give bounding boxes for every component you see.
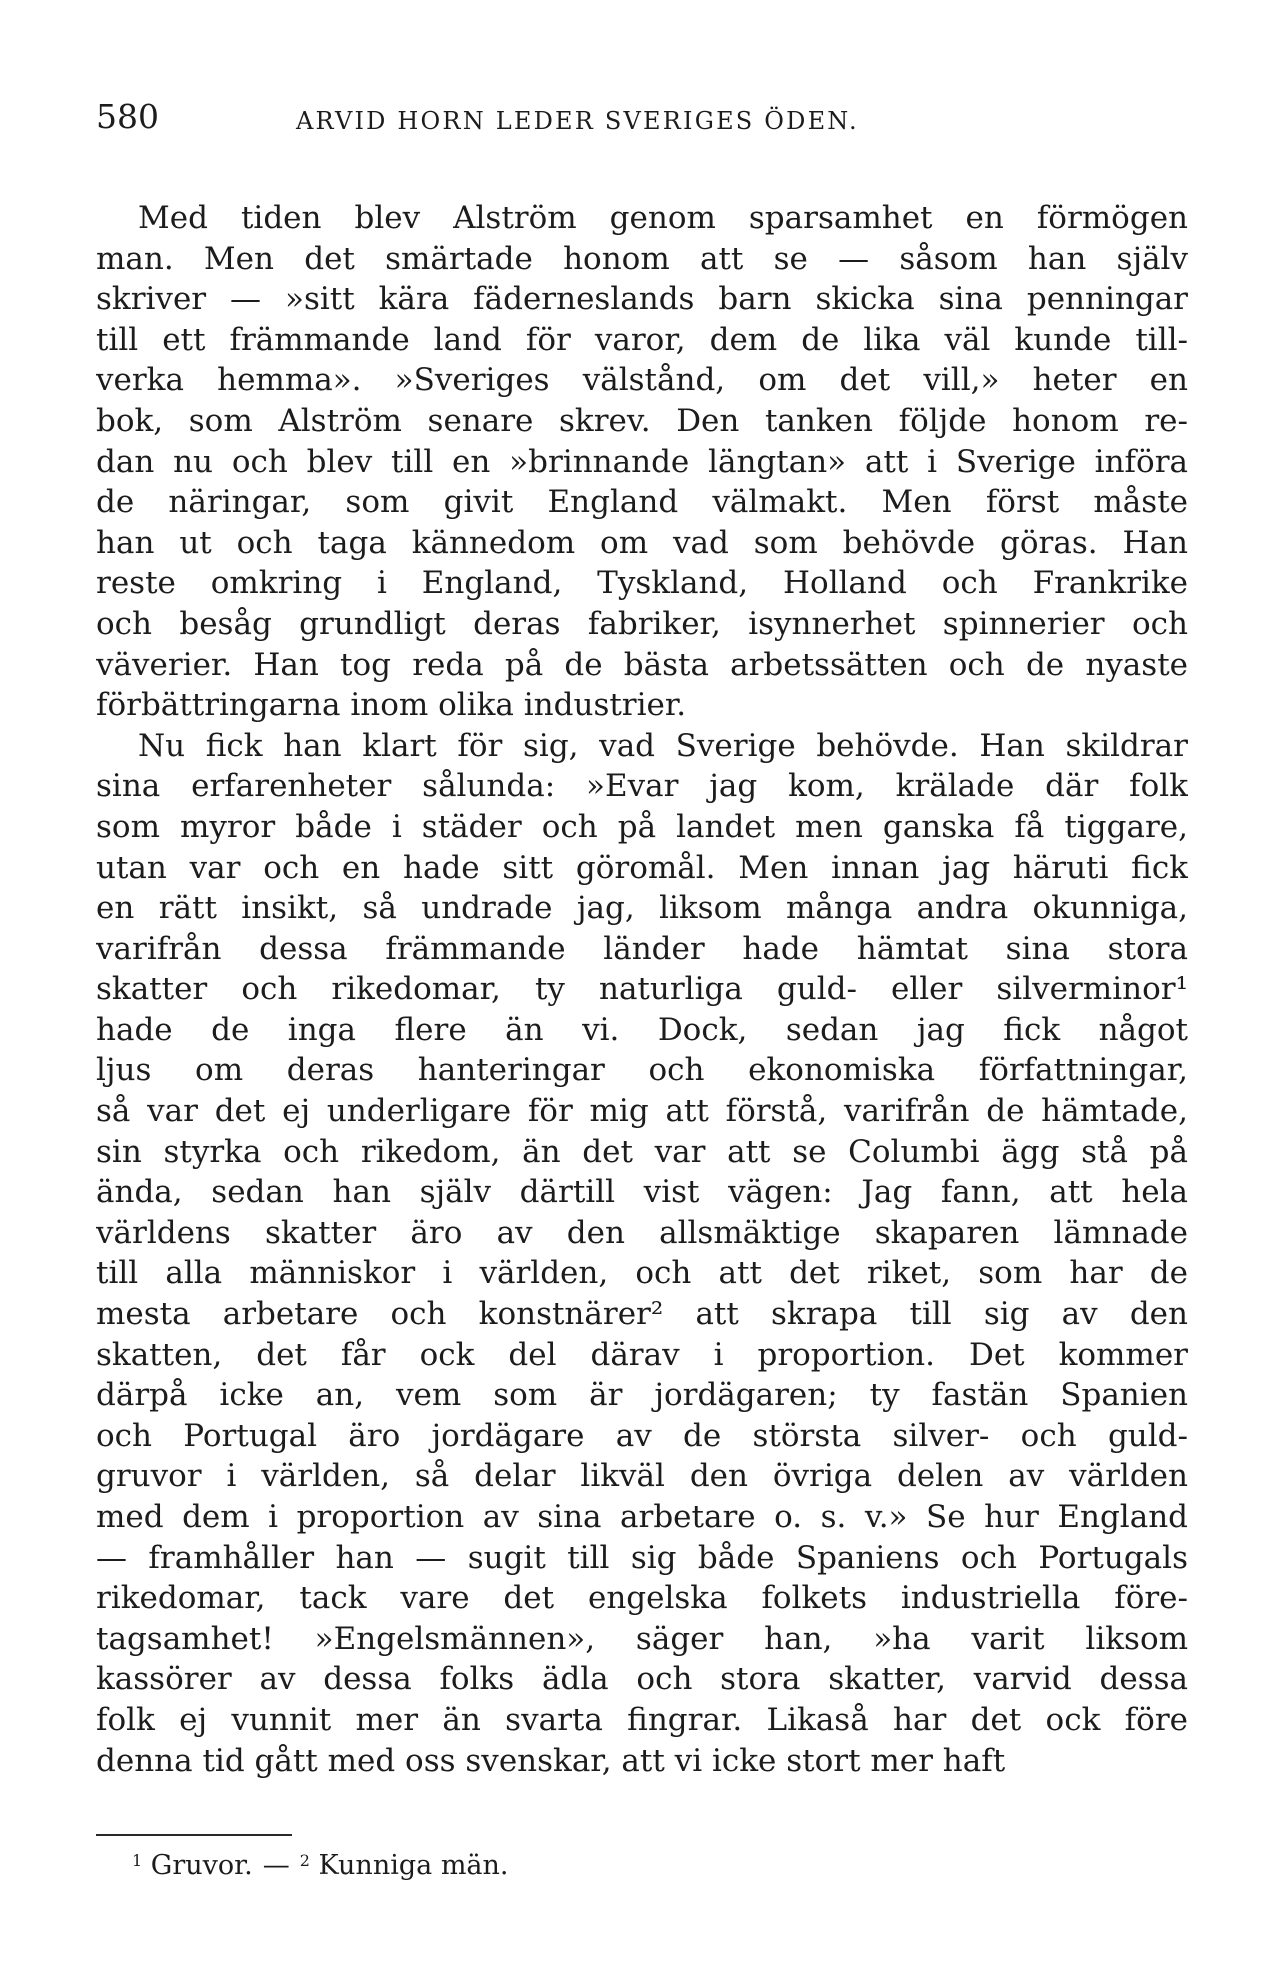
text-line: skatter och rikedomar, ty naturliga guld- eller silverminor¹ [96,971,1188,1008]
text-line: reste omkring i England, Tyskland, Holland och Frankrike [96,565,1188,602]
body-text [96,198,1188,1781]
footnote-rule [96,1834,292,1836]
text-line: denna tid gått med oss svenskar, att vi icke stort mer haft [96,1742,1006,1779]
text-line: ända, sedan han själv därtill vist vägen: Jag fann, att hela [96,1174,1188,1211]
text-line: tagsamhet! »Engelsmännen», säger han, »ha varit liksom [96,1620,1188,1657]
text-line: dan nu och blev till en »brinnande längtan» att i Sverige införa [96,443,1188,480]
text-line: som myror både i städer och på landet men ganska få tiggare, [96,808,1188,845]
text-line: sin styrka och rikedom, än det var att se Columbi ägg stå på [96,1133,1188,1170]
text-line: till alla människor i världen, och att det riket, som har de [96,1255,1188,1292]
text-line: väverier. Han tog reda på de bästa arbetssätten och de nyaste [96,646,1188,683]
text-line: kassörer av dessa folks ädla och stora skatter, varvid dessa [96,1661,1188,1698]
footnote-1 [132,1850,253,1881]
text-line: folk ej vunnit mer än svarta fingrar. Likaså har det ock före [96,1701,1188,1738]
footnote-1-mark: 1 [132,1851,143,1870]
running-head: ARVID HORN LEDER SVERIGES ÖDEN. [296,107,859,135]
text-line: och Portugal äro jordägare av de största silver- och guld- [96,1417,1188,1454]
text-line: de näringar, som givit England välmakt. Men först måste [96,484,1188,521]
footnote-separator: — [262,1850,290,1881]
text-line: en rätt insikt, så undrade jag, liksom många andra okunniga, [96,890,1188,927]
text-line: gruvor i världen, så delar likväl den övriga delen av världen [96,1458,1188,1495]
footnotes [132,1843,508,1884]
text-line: skriver — »sitt kära fäderneslands barn skicka sina penningar [96,281,1188,318]
text-line: — framhåller han — sugit till sig både Spaniens och Portugals [96,1539,1188,1576]
text-line: han ut och taga kännedom om vad som behövde göras. Han [96,524,1188,561]
text-line: varifrån dessa främmande länder hade hämtat sina stora [96,930,1188,967]
footnote-2-text: Kunniga män. [318,1850,509,1881]
footnote-1-text: Gruvor. [150,1850,253,1881]
text-line: sina erfarenheter sålunda: »Evar jag kom, krälade där folk [96,768,1188,805]
footnote-2-mark: 2 [299,1851,310,1870]
text-line: verka hemma». »Sveriges välstånd, om det vill,» heter en [96,362,1188,399]
text-line: rikedomar, tack vare det engelska folkets industriella före- [96,1580,1188,1617]
text-line: förbättringarna inom olika industrier. [96,687,687,724]
page-header [96,94,1188,140]
text-line: skatten, det får ock del därav i proportion. Det kommer [96,1336,1188,1373]
text-line: bok, som Alström senare skrev. Den tanken följde honom re- [96,402,1188,439]
text-line: så var det ej underligare för mig att förstå, varifrån de hämtade, [96,1093,1188,1130]
text-line: utan var och en hade sitt göromål. Men innan jag häruti fick [96,849,1188,886]
page-number: 580 [96,97,159,136]
text-line: med dem i proportion av sina arbetare o. s. v.» Se hur England [96,1499,1188,1535]
text-line: därpå icke an, vem som är jordägaren; ty fastän Spanien [96,1377,1188,1414]
text-line: Med tiden blev Alström genom sparsamhet en förmögen [138,200,1188,236]
text-line: hade de inga flere än vi. Dock, sedan jag fick något [96,1011,1188,1048]
book-page [96,0,1188,1979]
footnote-2 [300,1850,509,1881]
text-line: ljus om deras hanteringar och ekonomiska författningar, [96,1052,1188,1089]
text-line: man. Men det smärtade honom att se — såsom han själv [96,240,1188,277]
text-line: mesta arbetare och konstnärer² att skrapa till sig av den [96,1296,1188,1333]
text-line: världens skatter äro av den allsmäktige skaparen lämnade [96,1214,1188,1251]
text-line: och besåg grundligt deras fabriker, isynnerhet spinnerier och [96,605,1188,642]
text-line: till ett främmande land för varor, dem de lika väl kunde till- [96,321,1188,358]
text-line: Nu fick han klart för sig, vad Sverige behövde. Han skildrar [138,727,1188,764]
